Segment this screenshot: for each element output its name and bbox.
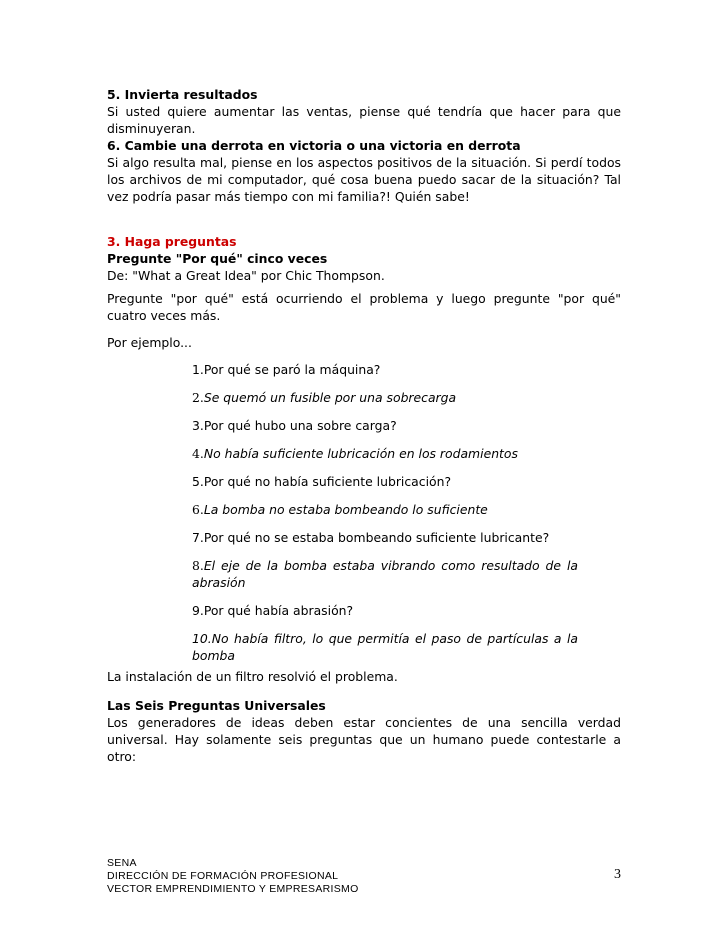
list-item: 9.Por qué había abrasión? [192,603,354,618]
universal-text: Los generadores de ideas deben estar concientes de una sencilla verdad universal. Hay solamente seis preguntas que un humano puede contestarle a otro: [107,715,621,764]
footer-direction: DIRECCIÓN DE FORMACIÓN PROFESIONAL [107,870,339,882]
example-intro: Por ejemplo... [107,335,192,350]
footer [107,857,621,896]
section3-conclusion: La instalación de un filtro resolvió el problema. [107,669,398,684]
page-number: 3 [614,867,621,882]
section3-source: De: "What a Great Idea" por Chic Thompson. [107,268,385,283]
footer-org: SENA [107,857,137,869]
list-item: 7.Por qué no se estaba bombeando suficiente lubricante? [192,530,550,545]
section6-heading: 6. Cambie una derrota en victoria o una victoria en derrota [107,138,521,153]
list-item: 5.Por qué no había suficiente lubricación? [192,474,452,489]
section5-text: Si usted quiere aumentar las ventas, piense qué tendría que hacer para que disminuyeran. [107,104,621,136]
list-item: 10.No había filtro, lo que permitía el paso de partículas a la bomba [192,631,578,663]
universal-heading: Las Seis Preguntas Universales [107,698,326,713]
section3-subheading: Pregunte "Por qué" cinco veces [107,251,328,266]
list-item: 4.No había suficiente lubricación en los rodamientos [192,446,518,461]
list-item: 1.Por qué se paró la máquina? [192,362,381,377]
section5-heading: 5. Invierta resultados [107,87,258,102]
list-item: 6.La bomba no estaba bombeando lo suficiente [192,502,488,517]
list-item: 2.Se quemó un fusible por una sobrecarga [192,390,457,405]
list-item: 8.El eje de la bomba estaba vibrando como resultado de la abrasión [192,558,578,590]
section3-heading: 3. Haga preguntas [107,234,237,249]
section3-text: Pregunte "por qué" está ocurriendo el problema y luego pregunte "por qué" cuatro veces más. [107,291,621,323]
why-list [192,361,578,664]
list-item: 3.Por qué hubo una sobre carga? [192,418,397,433]
section6-text: Si algo resulta mal, piense en los aspectos positivos de la situación. Si perdí todos los archivos de mi computador, qué cosa buena puedo sacar de la situación? Tal vez podría pasar más tiempo con mi familia?! Quién sabe! [107,155,621,204]
footer-vector: VECTOR EMPRENDIMIENTO Y EMPRESARISMO [107,883,359,895]
page-body [107,86,621,765]
